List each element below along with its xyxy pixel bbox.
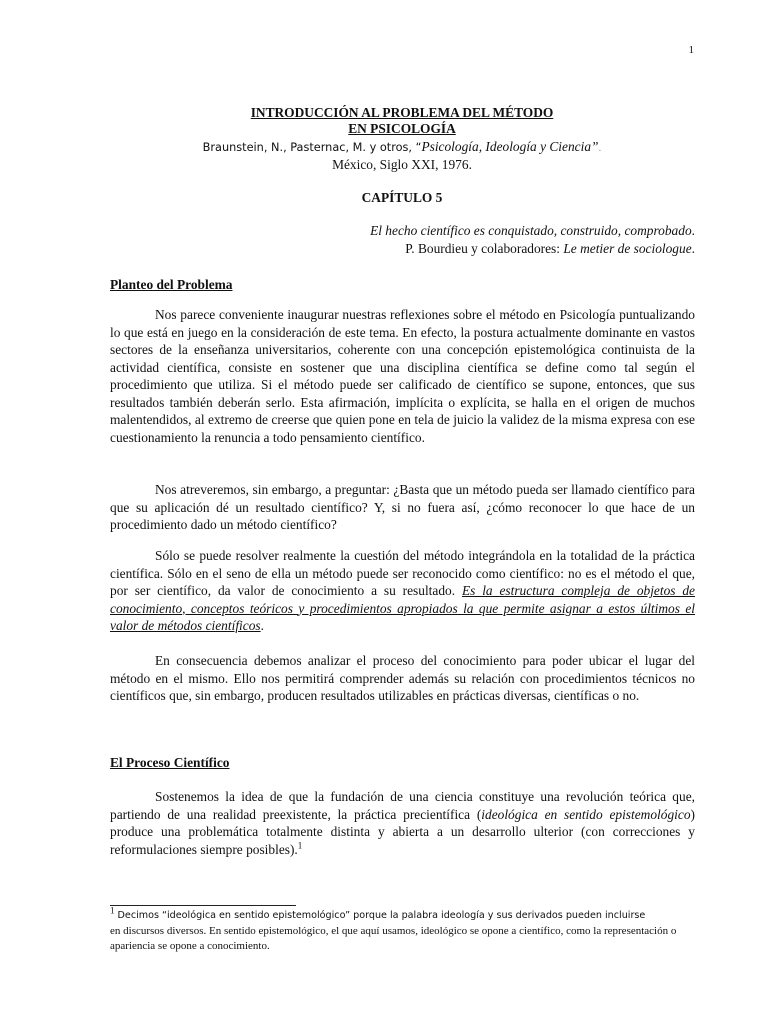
italic-term: ideológica en sentido epistemológico [481,806,691,822]
paragraph-3: Sólo se puede resolver realmente la cuestión del método integrándola en la totalidad de la práctica científica. Sólo en el seno de ella un método puede ser reconocido como científico: no es el método el que, por ser científico, da valor de conocimiento a su resultado. Es la estructura compleja de objetos de conocimiento, conceptos teóricos y procedimientos apropiados la que permite asignar a estos últimos el valor de métodos científicos. [110,548,695,633]
page-number: 1 [688,44,694,56]
bibliographic-reference [110,139,694,173]
footnote-divider [110,905,296,906]
epigraph-work: Le metier de sociologue [563,241,692,256]
paragraph-4: En consecuencia debemos analizar el proceso del conocimiento para poder ubicar el lugar del método en el mismo. Ello nos permitirá comprender además su relación con procedimientos técnicos no científicos que, sin embargo, producen resultados utilizables en prácticas diversas, científicas o no. [110,653,695,703]
footnote-1: $^1$ Decimos “ideológica en sentido epistemológico” porque la palabra ideología y sus derivados pueden incluirse en discursos diversos. En sentido epistemológico, el que aquí usamos, ideológico se opone a científico, como la representación o apariencia se opone a conocimiento. [110,905,677,952]
emphasized-statement: Es la estructura compleja de objetos de conocimiento, conceptos teóricos y procedimientos apropiados la que permite asignar a estos últimos el valor de métodos científicos [110,583,695,633]
epigraph [370,222,695,258]
document-title [110,105,694,137]
reference-authors: Braunstein, N., Pasternac, M. y otros, “Psicología, Ideología y Ciencia”. [202,139,602,154]
footnote-marker: 1 [110,905,115,916]
chapter-heading: CAPÍTULO 5 [361,190,443,205]
section-heading-proceso: El Proceso Científico [110,755,230,770]
paragraph-1: Nos parece conveniente inaugurar nuestras reflexiones sobre el método en Psicología puntualizando lo que está en juego en la consideración de este tema. En efecto, la postura actualmente dominante en vastos sectores de la enseñanza universitarios, coherente con una concepción epistemológica continuista de la actividad científica, consiste en sostener que una disciplina científica se define como tal según el procedimiento que utiliza. Si el método puede ser calificado de científico se supone, entonces, que sus resultados también deberán serlo. Esta afirmación, implícita o explícita, se halla en el origen de muchos malentendidos, al extremo de creerse que quien pone en tela de juicio la validez de la misma expresa con ese cuestionamiento la renuncia a todo pensamiento científico. [110,307,695,445]
epigraph-attribution: P. Bourdieu y colaboradores: Le metier de sociologue. [405,241,695,256]
book-title: Psicología, Ideología y Ciencia [421,139,592,154]
paragraph-2: Nos atreveremos, sin embargo, a preguntar: ¿Basta que un método pueda ser llamado científico para que su aplicación dé un resultado científico? Y, si no fuera así, ¿cómo reconocer lo que hace de un procedimiento dado un método científico? [110,482,695,532]
title-line-2: EN PSICOLOGÍA [348,121,456,136]
section-heading-planteo: Planteo del Problema [110,277,233,292]
paragraph-5: Sostenemos la idea de que la fundación de una ciencia constituye una revolución teórica que, partiendo de una realidad preexistente, la práctica precientífica (ideológica en sentido epistemológico) produce una problemática totalmente distinta y abierta a un desarrollo ulterior (con correcciones y reformulaciones siempre posibles).$^1$ [110,789,695,857]
reference-publisher: México, Siglo XXI, 1976. [332,157,472,172]
footnote-reference: 1 [297,840,303,851]
title-line-1: INTRODUCCIÓN AL PROBLEMA DEL MÉTODO [250,105,554,120]
epigraph-quote: El hecho científico es conquistado, construido, comprobado. [370,223,695,238]
